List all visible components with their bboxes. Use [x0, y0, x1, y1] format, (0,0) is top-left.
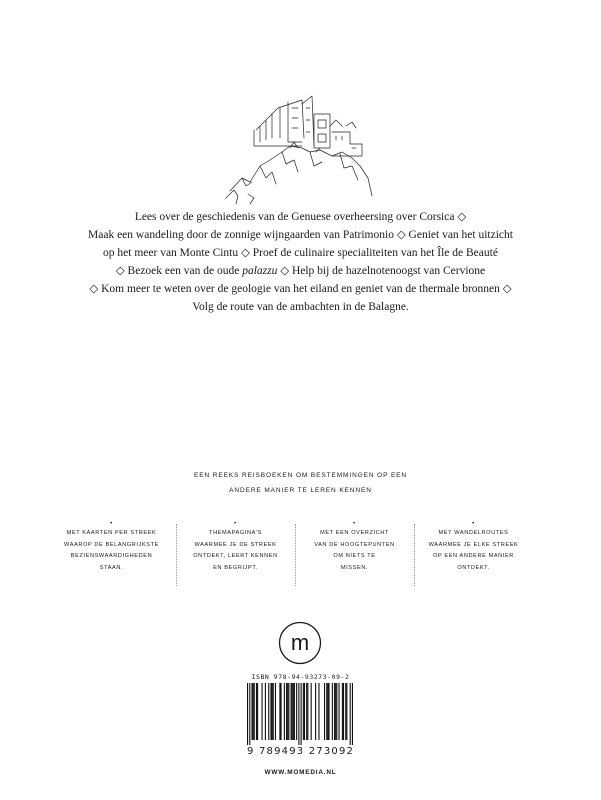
intro-line: op het meer van Monte Cintu ◇ Proef de culinaire specialiteiten van het Île de Beauté	[103, 247, 498, 259]
barcode-bar	[327, 683, 328, 740]
series-tagline	[120, 468, 481, 498]
barcode-bar	[350, 683, 351, 745]
isbn-label: ISBN 978-94-93273-09-2	[251, 673, 350, 681]
feature-item	[178, 520, 293, 574]
barcode-bar	[328, 683, 329, 740]
barcode-bar	[303, 683, 304, 740]
barcode-bar	[332, 683, 333, 740]
feature-item	[416, 520, 531, 574]
barcode-bar	[254, 683, 255, 740]
barcode-bar	[318, 683, 319, 740]
barcode-bar	[268, 683, 269, 740]
barcode-bar	[315, 683, 316, 740]
barcode-bar	[306, 683, 307, 740]
barcode-bar	[253, 683, 254, 740]
feature-line: THEMAPAGINA'S	[209, 530, 262, 536]
dotted-divider	[414, 524, 415, 586]
intro-line: Maak een wandeling door de zonnige wijngaarden van Patrimonio ◇ Geniet van het uitzicht	[88, 229, 513, 241]
barcode-bar	[342, 683, 343, 740]
intro-line: ◇ Kom meer te weten over de geologie van het eiland en geniet van de thermale bronnen ◇	[89, 283, 512, 295]
feature-item	[297, 520, 412, 574]
barcode-bar	[304, 683, 305, 740]
barcode-bar	[335, 683, 336, 740]
barcode-bar	[287, 683, 288, 740]
barcode-bar	[262, 683, 263, 740]
barcode-bar	[257, 683, 258, 740]
intro-text-segment: ◇ Help bij de hazelnotenoogst van Cervione	[277, 265, 486, 277]
bullet-icon: •	[110, 521, 113, 527]
feature-line: STAAN.	[99, 564, 124, 571]
barcode-bar	[265, 683, 266, 740]
feature-line: MET WANDELROUTES	[438, 530, 509, 536]
barcode-bar	[326, 683, 327, 740]
series-tagline-line: EEN REEKS REISBOEKEN OM BESTEMMINGEN OP EEN	[193, 472, 408, 479]
barcode-bar	[334, 683, 335, 740]
barcode-bar	[291, 683, 292, 740]
feature-line: ONTDEKT.	[457, 564, 490, 571]
feature-line: BEZIENSWAARDIGHEDEN	[70, 553, 153, 559]
barcode-bar	[324, 683, 325, 740]
barcode-bar	[256, 683, 257, 740]
feature-line: ONTDEKT, LEERT KENNEN	[193, 553, 278, 559]
feature-line: MISSEN.	[340, 564, 369, 571]
feature-line: VAN DE HOOGTEPUNTEN	[314, 541, 395, 548]
barcode-bar	[294, 683, 295, 740]
barcode-bar	[284, 683, 285, 740]
bullet-icon: •	[353, 521, 356, 527]
barcode-bar	[311, 683, 312, 740]
barcode-bar	[336, 683, 337, 740]
barcode-bar	[273, 683, 274, 740]
barcode-bar	[275, 683, 276, 740]
barcode-bar	[288, 683, 289, 740]
logo-letter: m	[290, 630, 310, 655]
barcode-bar	[249, 683, 250, 745]
feature-line: EN BEGRIJPT.	[213, 564, 258, 571]
barcode-bar	[286, 683, 287, 740]
barcode-bar	[280, 683, 281, 740]
intro-line: Lees over de geschiedenis van de Genuese overheersing over Corsica ◇	[134, 211, 467, 223]
series-tagline-line: ANDERE MANIER TE LEREN KENNEN	[229, 487, 372, 494]
barcode-bar	[343, 683, 344, 740]
barcode-bar	[279, 683, 280, 740]
barcode-bar	[301, 683, 302, 745]
intro-line: Volg de route van de ambachten in de Balagne.	[192, 301, 409, 313]
intro-italic-word: palazzu	[242, 265, 278, 277]
barcode-bar	[293, 683, 294, 740]
dotted-divider	[176, 524, 177, 586]
intro-text	[40, 208, 561, 316]
feature-item	[54, 520, 169, 574]
feature-columns	[54, 520, 545, 590]
website-url: WWW.MOMEDIA.NL	[264, 769, 337, 776]
barcode	[247, 683, 353, 745]
citadel-illustration	[190, 86, 410, 206]
feature-line: WAARMEE JE ELKE STREEK	[428, 541, 519, 548]
barcode-bar	[251, 683, 252, 740]
feature-line: MET KAARTEN PER STREEK	[66, 530, 157, 536]
barcode-bar	[346, 683, 347, 740]
feature-line: WAARMEE JE DE STREEK	[194, 541, 277, 548]
intro-text-segment: ◇ Bezoek een van de oude	[115, 265, 243, 277]
feature-line: OM NIETS TE	[333, 553, 376, 559]
barcode-bar	[292, 683, 293, 740]
dotted-divider	[295, 524, 296, 586]
feature-line: OP EEN ANDERE MANIER	[433, 553, 514, 559]
bullet-icon: •	[234, 521, 237, 527]
barcode-bar	[270, 683, 271, 740]
publisher-logo	[277, 620, 323, 666]
barcode-digits: 9 789493 273092	[247, 746, 355, 757]
bullet-icon: •	[472, 521, 475, 527]
barcode-bar	[307, 683, 308, 740]
barcode-bar	[272, 683, 273, 740]
barcode-bar	[345, 683, 346, 740]
feature-line: MET EEN OVERZICHT	[320, 530, 389, 536]
barcode-bar	[298, 683, 299, 745]
barcode-bar	[338, 683, 339, 740]
intro-line	[40, 262, 561, 280]
barcode-bar	[296, 683, 297, 740]
feature-line: WAAROP DE BELANGRIJKSTE	[64, 541, 159, 548]
barcode-bar	[247, 683, 248, 745]
barcode-bar	[352, 683, 353, 745]
